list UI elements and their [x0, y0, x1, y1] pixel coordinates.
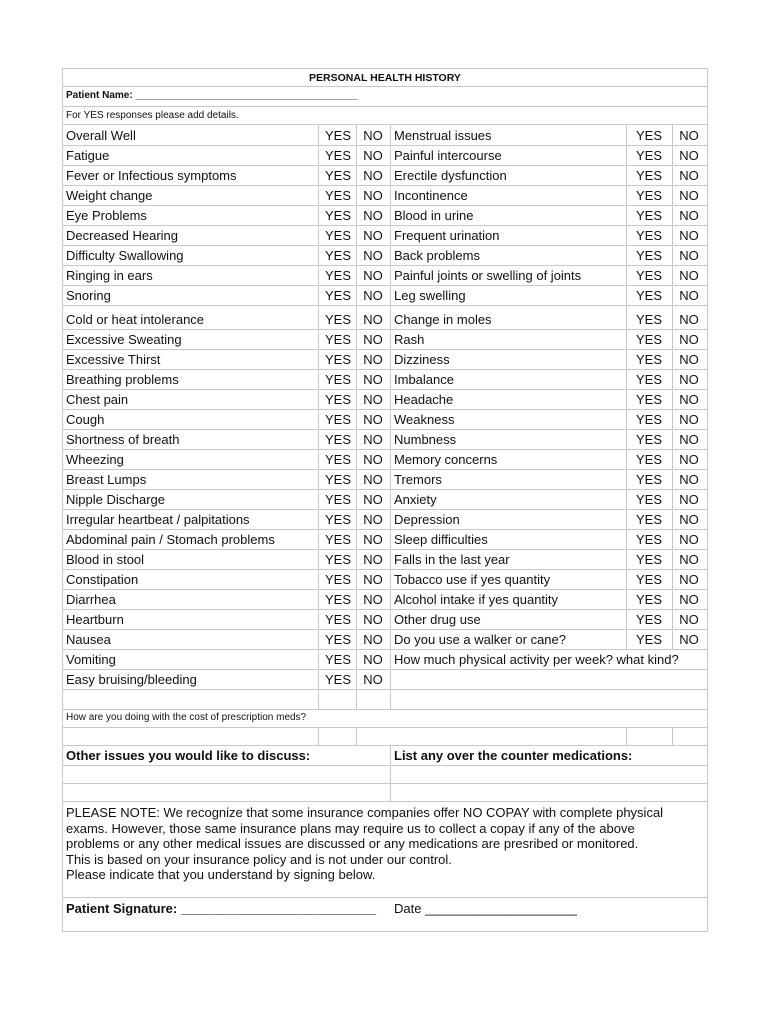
grid-line — [62, 185, 708, 186]
symptom-label: Cough — [66, 412, 105, 427]
no-option[interactable]: NO — [679, 372, 699, 387]
no-option[interactable]: NO — [679, 452, 699, 467]
yes-option[interactable]: YES — [324, 612, 351, 627]
yes-option[interactable]: YES — [635, 268, 662, 283]
symptom-label: Constipation — [66, 572, 139, 587]
note-line: Please indicate that you understand by signing below. — [66, 867, 376, 882]
insurance-note — [66, 805, 706, 883]
no-option[interactable]: NO — [363, 288, 383, 303]
no-option[interactable]: NO — [363, 248, 383, 263]
symptom-label: Weakness — [394, 412, 455, 427]
no-option[interactable]: NO — [679, 532, 699, 547]
grid-line — [62, 225, 708, 226]
symptom-label: Change in moles — [394, 312, 492, 327]
yes-option[interactable]: YES — [635, 632, 662, 647]
no-option[interactable]: NO — [679, 552, 699, 567]
yes-option[interactable]: YES — [635, 532, 662, 547]
no-option[interactable]: NO — [363, 532, 383, 547]
no-option[interactable]: NO — [363, 652, 383, 667]
grid-line — [62, 245, 708, 246]
instructions-text: For YES responses please add details. — [66, 110, 239, 121]
symptom-label: Diarrhea — [66, 592, 116, 607]
no-option[interactable]: NO — [363, 452, 383, 467]
no-option[interactable]: NO — [679, 148, 699, 163]
no-option[interactable]: NO — [679, 352, 699, 367]
note-line: problems or any other medical issues are discussed or any medications are presribed or monitored. — [66, 836, 639, 851]
no-option[interactable]: NO — [363, 632, 383, 647]
no-option[interactable]: NO — [679, 248, 699, 263]
symptom-label: Fever or Infectious symptoms — [66, 168, 237, 183]
grid-line — [62, 609, 708, 610]
no-option[interactable]: NO — [679, 392, 699, 407]
note-line: exams. However, those same insurance plans may require us to collect a copay if any of the above — [66, 820, 635, 836]
yes-option[interactable]: YES — [635, 492, 662, 507]
no-option[interactable]: NO — [363, 268, 383, 283]
yes-option[interactable]: YES — [635, 432, 662, 447]
symptom-label: Headache — [394, 392, 454, 407]
symptom-label: Breathing problems — [66, 372, 179, 387]
yes-option[interactable]: YES — [635, 552, 662, 567]
yes-option[interactable]: YES — [635, 472, 662, 487]
patient-name-field[interactable]: Patient Name: ________________________________________ — [66, 90, 358, 101]
no-option[interactable]: NO — [679, 492, 699, 507]
yes-option[interactable]: YES — [635, 612, 662, 627]
yes-option[interactable]: YES — [324, 228, 351, 243]
no-option[interactable]: NO — [363, 512, 383, 527]
grid-line — [62, 745, 708, 746]
other-issues-label: Other issues you would like to discuss: — [66, 748, 311, 763]
grid-line — [62, 469, 708, 470]
yes-option[interactable]: YES — [324, 312, 351, 327]
no-option[interactable]: NO — [679, 332, 699, 347]
no-option[interactable]: NO — [363, 612, 383, 627]
grid-line — [62, 265, 708, 266]
grid-line — [62, 765, 708, 766]
grid-line — [62, 529, 708, 530]
yes-option[interactable]: YES — [324, 128, 351, 143]
no-option[interactable]: NO — [679, 572, 699, 587]
symptom-label: Difficulty Swallowing — [66, 248, 184, 263]
otc-meds-label: List any over the counter medications: — [394, 748, 633, 763]
grid-line — [62, 409, 708, 410]
no-option[interactable]: NO — [363, 432, 383, 447]
yes-option[interactable]: YES — [635, 452, 662, 467]
grid-line — [62, 389, 708, 390]
prescription-cost-question[interactable]: How are you doing with the cost of prescription meds? — [66, 712, 307, 723]
no-option[interactable]: NO — [679, 512, 699, 527]
symptom-label: Do you use a walker or cane? — [394, 632, 566, 647]
symptom-label: Falls in the last year — [394, 552, 510, 567]
no-option[interactable]: NO — [679, 188, 699, 203]
grid-line — [62, 727, 708, 728]
symptom-label: Blood in urine — [394, 208, 474, 223]
yes-option[interactable]: YES — [324, 552, 351, 567]
yes-option[interactable]: YES — [635, 188, 662, 203]
yes-option[interactable]: YES — [324, 208, 351, 223]
symptom-label: Shortness of breath — [66, 432, 180, 447]
yes-option[interactable]: YES — [324, 632, 351, 647]
grid-line — [62, 86, 708, 87]
symptom-label: Eye Problems — [66, 208, 147, 223]
no-option[interactable]: NO — [363, 128, 383, 143]
symptom-label: Alcohol intake if yes quantity — [394, 592, 559, 607]
grid-line — [62, 709, 708, 710]
yes-option[interactable]: YES — [635, 372, 662, 387]
no-option[interactable]: NO — [363, 572, 383, 587]
no-option[interactable]: NO — [363, 352, 383, 367]
symptom-label: Anxiety — [394, 492, 437, 507]
symptom-label: Heartburn — [66, 612, 124, 627]
symptom-label: Rash — [394, 332, 425, 347]
grid-line — [390, 124, 391, 709]
yes-option[interactable]: YES — [635, 592, 662, 607]
no-option[interactable]: NO — [363, 492, 383, 507]
grid-line — [672, 124, 673, 649]
grid-line — [62, 689, 708, 690]
yes-option[interactable]: YES — [635, 352, 662, 367]
grid-line — [62, 449, 708, 450]
no-option[interactable]: NO — [679, 208, 699, 223]
grid-line — [62, 649, 708, 650]
yes-option[interactable]: YES — [635, 392, 662, 407]
grid-line — [62, 165, 708, 166]
symptom-label: Decreased Hearing — [66, 228, 179, 243]
no-option[interactable]: NO — [679, 128, 699, 143]
symptom-label: Back problems — [394, 248, 480, 263]
grid-line — [62, 509, 708, 510]
symptom-label: Irregular heartbeat / palpitations — [66, 512, 250, 527]
no-option[interactable]: NO — [363, 332, 383, 347]
yes-option[interactable]: YES — [324, 492, 351, 507]
no-option[interactable]: NO — [363, 208, 383, 223]
yes-option[interactable]: YES — [324, 652, 351, 667]
symptom-label: Depression — [394, 512, 460, 527]
yes-option[interactable]: YES — [635, 128, 662, 143]
no-option[interactable]: NO — [363, 672, 383, 687]
symptom-label: Chest pain — [66, 392, 129, 407]
grid-line — [62, 124, 708, 125]
no-option[interactable]: NO — [679, 412, 699, 427]
no-option[interactable]: NO — [679, 592, 699, 607]
grid-line — [62, 589, 708, 590]
no-option[interactable]: NO — [363, 312, 383, 327]
yes-option[interactable]: YES — [324, 512, 351, 527]
grid-line — [62, 489, 708, 490]
grid-line — [62, 205, 708, 206]
grid-line — [62, 305, 708, 306]
grid-line — [62, 629, 708, 630]
yes-option[interactable]: YES — [635, 332, 662, 347]
grid-line — [62, 931, 708, 932]
yes-option[interactable]: YES — [635, 288, 662, 303]
grid-line — [62, 285, 708, 286]
yes-option[interactable]: YES — [324, 592, 351, 607]
grid-line — [626, 124, 627, 649]
grid-line — [318, 727, 319, 745]
no-option[interactable]: NO — [363, 552, 383, 567]
yes-option[interactable]: YES — [635, 148, 662, 163]
symptom-label: Painful intercourse — [394, 148, 502, 163]
physical-activity-question[interactable]: How much physical activity per week? what kind? — [394, 652, 679, 667]
no-option[interactable]: NO — [679, 472, 699, 487]
yes-option[interactable]: YES — [324, 168, 351, 183]
no-option[interactable]: NO — [679, 228, 699, 243]
symptom-label: Vomiting — [66, 652, 116, 667]
no-option[interactable]: NO — [363, 188, 383, 203]
symptom-label: Weight change — [66, 188, 153, 203]
yes-option[interactable]: YES — [324, 372, 351, 387]
grid-line — [62, 349, 708, 350]
symptom-label: Cold or heat intolerance — [66, 312, 205, 327]
symptom-label: Incontinence — [394, 188, 468, 203]
grid-line — [62, 329, 708, 330]
yes-option[interactable]: YES — [324, 412, 351, 427]
symptom-label: Painful joints or swelling of joints — [394, 268, 582, 283]
no-option[interactable]: NO — [363, 592, 383, 607]
yes-option[interactable]: YES — [635, 208, 662, 223]
note-line: PLEASE NOTE: We recognize that some insurance companies offer NO COPAY with complete physical — [66, 805, 664, 820]
note-line: This is based on your insurance policy and is not under our control. — [66, 851, 452, 867]
yes-option[interactable]: YES — [324, 672, 351, 687]
symptom-label: Wheezing — [66, 452, 124, 467]
yes-option[interactable]: YES — [635, 248, 662, 263]
grid-line — [62, 68, 708, 69]
grid-line — [62, 801, 708, 802]
yes-option[interactable]: YES — [635, 168, 662, 183]
symptom-label: Frequent urination — [394, 228, 500, 243]
yes-option[interactable]: YES — [324, 392, 351, 407]
grid-line — [62, 106, 708, 107]
grid-line — [62, 783, 708, 784]
patient-signature-field[interactable]: Patient Signature: ___________________________ — [66, 901, 377, 916]
no-option[interactable]: NO — [679, 288, 699, 303]
symptom-label: Ringing in ears — [66, 268, 153, 283]
symptom-label: Abdominal pain / Stomach problems — [66, 532, 275, 547]
symptom-label: Tremors — [394, 472, 442, 487]
symptom-label: Snoring — [66, 288, 111, 303]
no-option[interactable]: NO — [679, 612, 699, 627]
no-option[interactable]: NO — [679, 312, 699, 327]
grid-line — [390, 745, 391, 801]
no-option[interactable]: NO — [363, 472, 383, 487]
symptom-label: Nipple Discharge — [66, 492, 165, 507]
no-option[interactable]: NO — [363, 392, 383, 407]
yes-option[interactable]: YES — [324, 532, 351, 547]
symptom-label: Erectile dysfunction — [394, 168, 507, 183]
yes-option[interactable]: YES — [324, 248, 351, 263]
yes-option[interactable]: YES — [635, 512, 662, 527]
symptom-label: Nausea — [66, 632, 111, 647]
symptom-label: Excessive Sweating — [66, 332, 182, 347]
yes-option[interactable]: YES — [324, 472, 351, 487]
no-option[interactable]: NO — [363, 412, 383, 427]
symptom-label: Imbalance — [394, 372, 454, 387]
grid-line — [672, 727, 673, 745]
yes-option[interactable]: YES — [324, 452, 351, 467]
grid-line — [62, 569, 708, 570]
symptom-label: Breast Lumps — [66, 472, 147, 487]
no-option[interactable]: NO — [679, 632, 699, 647]
no-option[interactable]: NO — [363, 228, 383, 243]
yes-option[interactable]: YES — [324, 288, 351, 303]
grid-line — [62, 369, 708, 370]
symptom-label: Excessive Thirst — [66, 352, 161, 367]
grid-line — [62, 897, 708, 898]
grid-line — [626, 727, 627, 745]
yes-option[interactable]: YES — [324, 188, 351, 203]
no-option[interactable]: NO — [679, 268, 699, 283]
symptom-label: Tobacco use if yes quantity — [394, 572, 551, 587]
no-option[interactable]: NO — [363, 168, 383, 183]
yes-option[interactable]: YES — [324, 148, 351, 163]
symptom-label: Memory concerns — [394, 452, 498, 467]
form-title: PERSONAL HEALTH HISTORY — [309, 72, 461, 84]
no-option[interactable]: NO — [679, 432, 699, 447]
grid-line — [62, 549, 708, 550]
grid-line — [356, 727, 357, 745]
symptom-label: Leg swelling — [394, 288, 466, 303]
yes-option[interactable]: YES — [324, 268, 351, 283]
symptom-label: Menstrual issues — [394, 128, 492, 143]
date-field[interactable]: Date _____________________ — [394, 901, 577, 916]
grid-line — [62, 429, 708, 430]
symptom-label: Numbness — [394, 432, 457, 447]
no-option[interactable]: NO — [679, 168, 699, 183]
grid-line — [318, 124, 319, 709]
grid-line — [62, 145, 708, 146]
no-option[interactable]: NO — [363, 372, 383, 387]
symptom-label: Dizziness — [394, 352, 450, 367]
yes-option[interactable]: YES — [324, 432, 351, 447]
no-option[interactable]: NO — [363, 148, 383, 163]
yes-option[interactable]: YES — [635, 312, 662, 327]
yes-option[interactable]: YES — [635, 412, 662, 427]
yes-option[interactable]: YES — [324, 352, 351, 367]
grid-line — [356, 124, 357, 709]
yes-option[interactable]: YES — [635, 572, 662, 587]
grid-line — [62, 669, 708, 670]
symptom-label: Blood in stool — [66, 552, 145, 567]
yes-option[interactable]: YES — [324, 572, 351, 587]
symptom-label: Overall Well — [66, 128, 136, 143]
symptom-label: Fatigue — [66, 148, 110, 163]
yes-option[interactable]: YES — [324, 332, 351, 347]
symptom-label: Sleep difficulties — [394, 532, 488, 547]
symptom-label: Other drug use — [394, 612, 481, 627]
yes-option[interactable]: YES — [635, 228, 662, 243]
symptom-label: Easy bruising/bleeding — [66, 672, 197, 687]
